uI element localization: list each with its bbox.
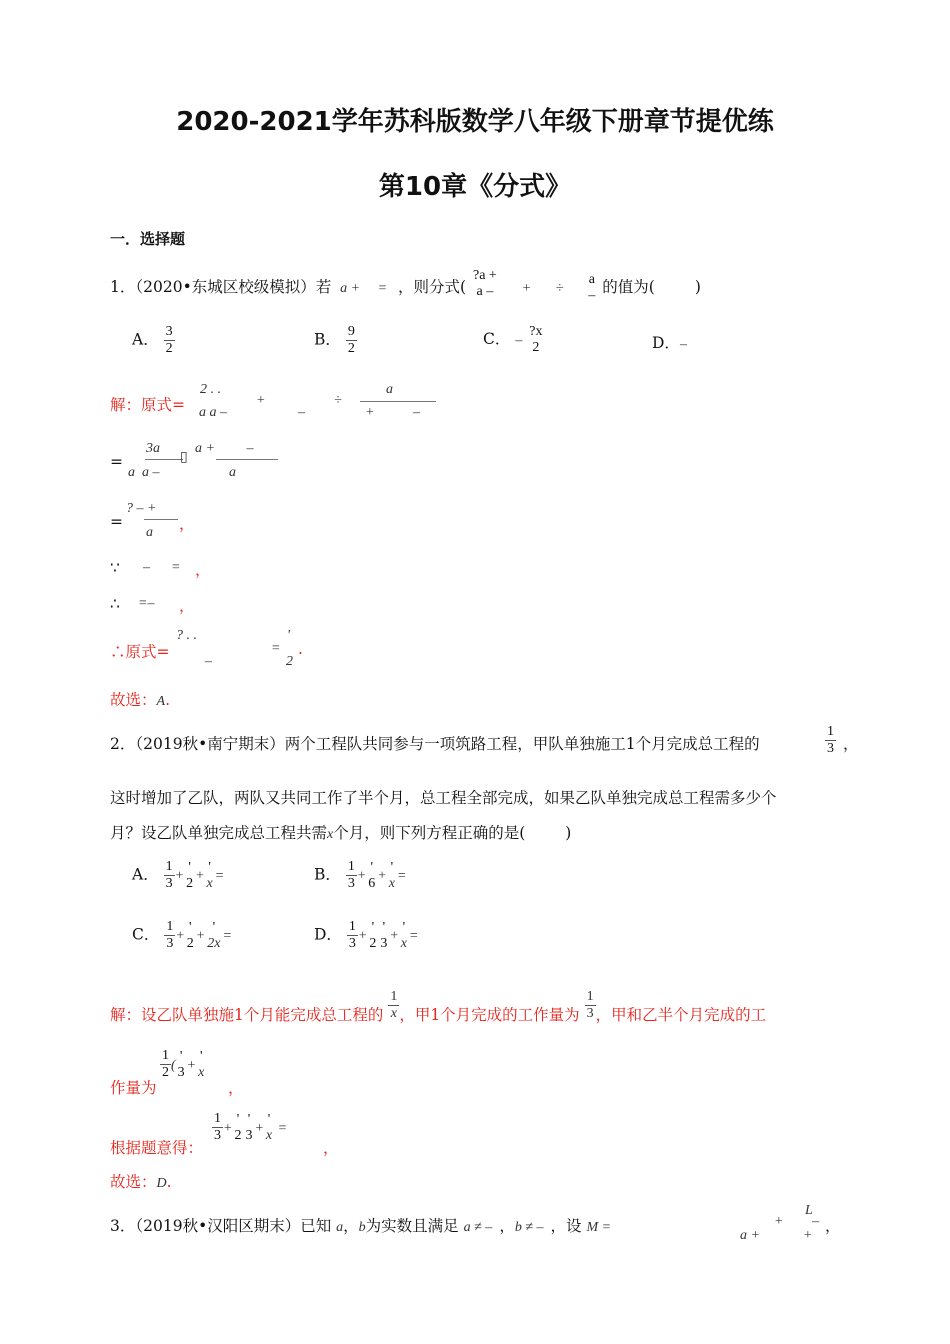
period: . (165, 691, 171, 709)
option-label: A． (132, 330, 159, 349)
solution-text: ∴原式 (110, 643, 157, 661)
question-text: （2019秋•汉阳区期末）已知 (135, 1217, 332, 1235)
solution-text: 解：设乙队单独施1个月能完成总工程的 (110, 1006, 384, 1024)
equals: = (110, 453, 123, 471)
question-text: 个月，则下列方程正确的是( (333, 824, 526, 842)
comma: ， (843, 735, 859, 753)
question-2-line-2: 这时增加了乙队，两队又共同工作了半个月，总工程全部完成，如果乙队单独完成总工程需多少个 (110, 789, 777, 807)
denominator: 2 (347, 341, 355, 356)
solution-1-answer (110, 688, 170, 710)
solution-1-line-1 (110, 393, 185, 415)
solution-text: ，甲和乙半个月完成的工 (595, 1006, 767, 1024)
solution-text: 作量为 (110, 1079, 157, 1097)
fraction (346, 324, 357, 357)
answer-label: 故选： (110, 691, 157, 709)
option-label: C． (483, 330, 511, 348)
period: . (166, 1173, 172, 1191)
variable: a (336, 1220, 344, 1235)
equals: = (110, 513, 123, 531)
therefore-symbol: ∴ (110, 595, 120, 613)
fraction: ?a + a – (473, 268, 497, 299)
option-b: B． $\frac{1}{3}$ + ' 6 + ' x = (314, 859, 407, 891)
comma: ， (179, 597, 195, 615)
equals: = (172, 396, 186, 414)
option-label: D． (652, 334, 680, 352)
period: . (298, 640, 303, 658)
question-2-line-3 (110, 821, 571, 843)
numerator: 3a (146, 441, 160, 456)
numerator: 3 (165, 324, 173, 339)
denominator: 2 (165, 341, 173, 356)
variable: M (586, 1220, 599, 1235)
question-text: ，设 (550, 1217, 582, 1235)
math-expression: a + = (340, 281, 388, 296)
comma: ， (179, 515, 195, 533)
solution-2-line-3 (110, 1136, 203, 1158)
solution-1-result (110, 640, 170, 662)
denominator: 2 (532, 340, 540, 355)
question-text: （2019秋•南宁期末）两个工程队共同参与一项筑路工程，甲队单独施工1个月完成总工程的 (135, 735, 760, 753)
section-heading: 一．选择题 (110, 230, 186, 248)
variable: b (358, 1220, 366, 1235)
because-symbol: ∵ (110, 559, 120, 577)
solution-2-answer (110, 1170, 172, 1192)
fraction: ?x 2 (529, 324, 543, 355)
comma: ， (195, 561, 211, 579)
chapter-title: 第10章《分式》 (378, 172, 572, 202)
solution-text: ，甲1个月完成的工作量为 (399, 1006, 580, 1024)
math-expression: + ÷ (521, 281, 564, 296)
solution-2-line-1: 解：设乙队单独施1个月能完成总工程的 $\frac{1}{x}$ ，甲1个月完成的工作量为 $\frac{1}{3}$ ，甲和乙半个月完成的工 (110, 988, 767, 1024)
variable: x (327, 827, 334, 842)
fraction (825, 724, 836, 757)
answer-value: A (156, 694, 166, 709)
question-text: ，则分式( (398, 278, 467, 296)
option-a (132, 324, 175, 357)
option-d: D．– (652, 334, 687, 352)
question-number: 2． (110, 735, 136, 753)
question-text: 为实数且满足 (365, 1217, 459, 1235)
equals: = (156, 643, 170, 661)
answer-value: D (156, 1176, 167, 1191)
question-source: （2020•东城区校级模拟）若 (135, 278, 332, 296)
question-text: ) (565, 824, 572, 842)
question-2-line-1 (110, 732, 760, 754)
question-1 (110, 268, 701, 304)
question-text: ， (343, 1217, 359, 1235)
option-label: D． (314, 925, 342, 944)
option-c: C． $\frac{1}{3}$ + ' 2 + ' 2x = (132, 919, 232, 951)
question-number: 1． (110, 278, 136, 296)
option-d: D． $\frac{1}{3}$ + ' 2 ' 3 + ' x = (314, 919, 419, 951)
denominator: 3 (827, 741, 834, 756)
solution-2-line-2 (110, 1076, 157, 1098)
numerator: 9 (347, 324, 355, 339)
answer-label: 故选： (110, 1173, 157, 1191)
solution-label: 解：原式 (110, 396, 173, 414)
option-label: B． (314, 330, 341, 349)
question-number: 3． (110, 1217, 136, 1235)
option-b (314, 324, 357, 357)
comma: ， (825, 1217, 841, 1235)
question-3: 3．（2019秋•汉阳区期末）已知 a，b为实数且满足 a ≠ – ，b ≠ – ，设 M = (110, 1217, 612, 1235)
fraction: a – (588, 272, 596, 303)
question-text: 的值为( (602, 278, 655, 296)
comma: ， (323, 1139, 339, 1157)
question-text: ) (694, 278, 701, 296)
fraction (164, 324, 175, 357)
option-label: A． (132, 865, 159, 884)
solution-text: 根据题意得： (110, 1139, 204, 1157)
document-title: 2020-2021学年苏科版数学八年级下册章节提优练 (176, 107, 774, 137)
option-label: B． (314, 865, 341, 884)
question-text: 月？设乙队单独完成总工程共需 (110, 824, 328, 842)
option-a: A． $\frac{1}{3}$ + ' 2 + ' x = (132, 859, 225, 891)
comma: ， (228, 1079, 244, 1097)
option-c: C． – ?x 2 (483, 324, 543, 355)
option-label: C． (132, 925, 160, 944)
numerator: 1 (827, 724, 834, 739)
denominator: a (146, 525, 153, 540)
